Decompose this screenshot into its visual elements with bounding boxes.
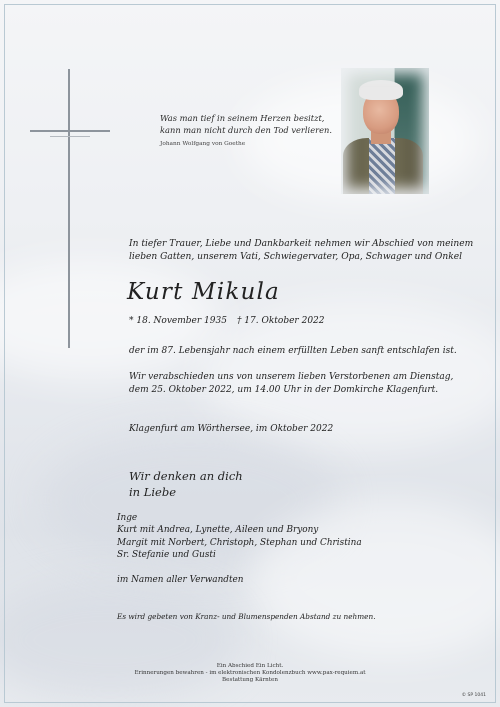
remembrance-text: Wir denken an dich in Liebe — [129, 469, 243, 499]
footer — [0, 663, 500, 684]
donation-note: Es wird gebeten von Kranz- und Blumenspenden Abstand zu nehmen. — [117, 612, 376, 621]
family-member: Sr. Stefanie und Gusti — [117, 550, 216, 561]
family-member: Inge — [117, 513, 138, 523]
portrait-photo — [341, 68, 429, 194]
footer-slogan: Ein Abschied Ein Licht. — [216, 663, 284, 669]
family-list — [117, 512, 362, 562]
quote-line: kann man nicht durch den Tod verlieren. — [160, 125, 332, 135]
place-date: Klagenfurt am Wörthersee, im Oktober 2022 — [129, 424, 334, 434]
memorial-quote — [160, 112, 340, 136]
deceased-name: Kurt Mikula — [127, 279, 280, 305]
service-info: Wir verabschieden uns von unserem lieben Verstorbenen am Dienstag, dem 25. Oktober 2022, um 14.00 Uhr in der Domkirche Klagenfurt. — [129, 372, 454, 395]
copyright-badge: © SP 1041 — [461, 693, 486, 698]
birth-date: * 18. November 1935 — [129, 316, 227, 326]
quote-author: Johann Wolfgang von Goethe — [160, 141, 246, 147]
family-member: Margit mit Norbert, Christoph, Stephan und Christina — [117, 537, 362, 548]
death-date: † 17. Oktober 2022 — [236, 316, 325, 326]
family-member: Kurt mit Andrea, Lynette, Aileen und Bryony — [117, 525, 319, 536]
footer-company: Bestattung Kärnten — [222, 677, 278, 683]
relatives-line: im Namen aller Verwandten — [117, 575, 244, 585]
life-dates — [129, 316, 325, 326]
intro-text: In tiefer Trauer, Liebe und Dankbarkeit nehmen wir Abschied von meinem lieben Gatten, unserem Vati, Schwiegervater, Opa, Schwager und Onkel — [129, 239, 474, 262]
life-text: der im 87. Lebensjahr nach einem erfüllten Leben sanft entschlafen ist. — [129, 346, 457, 356]
quote-line: Was man tief in seinem Herzen besitzt, — [160, 113, 325, 123]
footer-condolence: Erinnerungen bewahren - im elektronischen Kondolenzbuch www.pax-requiem.at — [134, 670, 366, 676]
